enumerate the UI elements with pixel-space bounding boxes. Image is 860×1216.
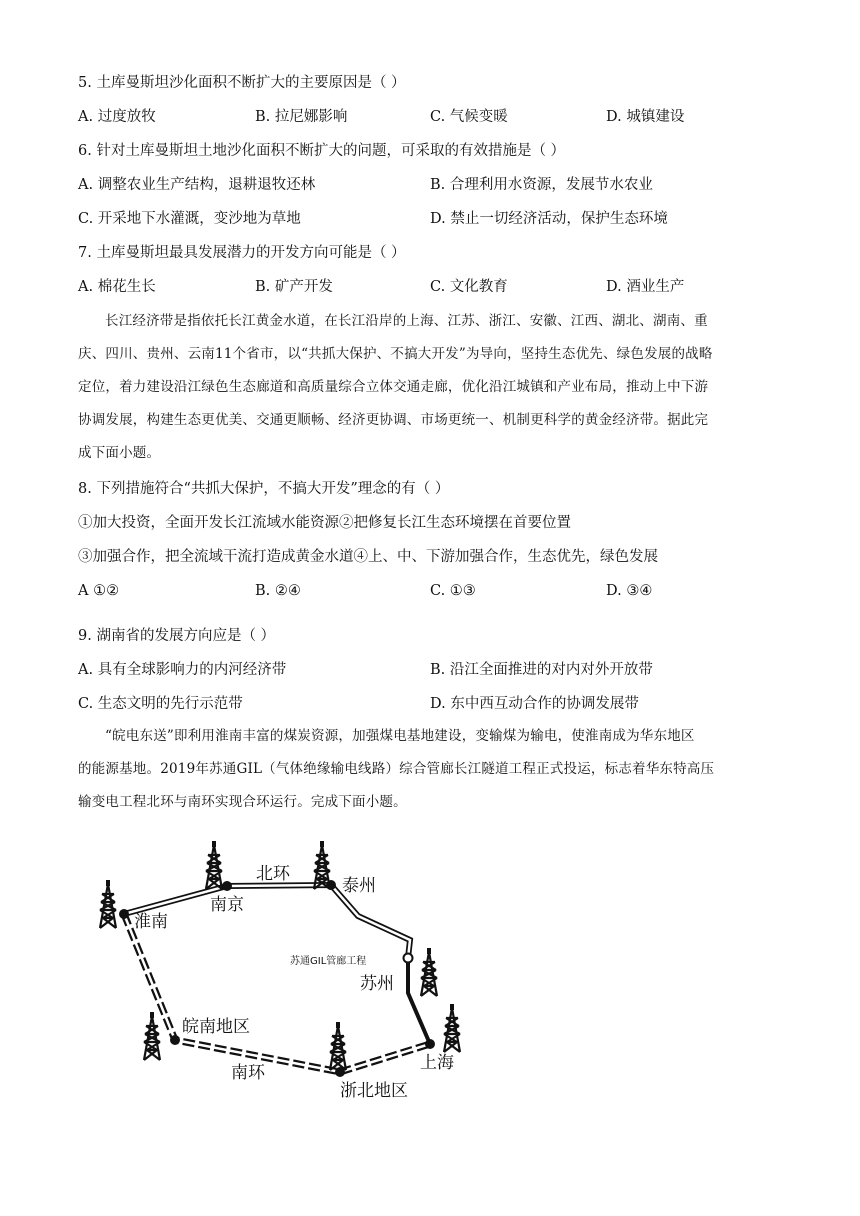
node-shanghai: [425, 1039, 435, 1049]
q9-option-a: A. 具有全球影响力的内河经济带: [78, 662, 287, 678]
label-sutong: 苏通GIL管廊工程: [290, 956, 367, 967]
q7-option-c: C. 文化教育: [430, 279, 508, 295]
q8-statement-line-2: ③加强合作，把全流域干流打造成黄金水道④上、中、下游加强合作，生态优先，绿色发展: [78, 549, 658, 565]
node-wannan: [170, 1035, 180, 1045]
q7-option-d: D. 酒业生产: [606, 279, 685, 295]
node-nanjing: [222, 881, 232, 891]
q5-option-a: A. 过度放牧: [78, 109, 156, 125]
q7-option-b: B. 矿产开发: [255, 279, 333, 295]
q6-option-d: D. 禁止一切经济活动，保护生态环境: [430, 211, 668, 227]
node-zhebei: [335, 1067, 345, 1077]
tower-wannan-icon: [144, 1012, 160, 1060]
passage-line: 成下面小题。: [78, 445, 161, 461]
label-beihuan: 北环: [256, 864, 290, 884]
label-zhebei: 浙北地区: [340, 1081, 408, 1101]
node-sutong: [404, 954, 413, 963]
q8-stem: 8. 下列措施符合“共抓大保护，不搞大开发”理念的有（ ）: [78, 481, 450, 497]
node-huainan: [119, 909, 129, 919]
q5-stem: 5. 土库曼斯坦沙化面积不断扩大的主要原因是（ ）: [78, 75, 406, 91]
passage-yangtze: [78, 305, 778, 470]
q8-option-a: A ①②: [78, 583, 120, 599]
q6-option-b: B. 合理利用水资源，发展节水农业: [430, 177, 653, 193]
q8-option-b: B. ②④: [255, 583, 301, 599]
q9-option-d: D. 东中西互动合作的协调发展带: [430, 696, 639, 712]
node-taizhou: [326, 880, 336, 890]
passage-line: 的能源基地。2019年苏通GIL（气体绝缘输电线路）综合管廊长江隧道工程正式投运，标志着华东特高压: [78, 761, 715, 777]
q5-option-d: D. 城镇建设: [606, 109, 685, 125]
label-nanhuan: 南环: [231, 1063, 265, 1083]
tower-zhebei-icon: [330, 1022, 346, 1070]
label-taizhou: 泰州: [342, 876, 376, 896]
power-grid-map: [90, 828, 480, 1103]
q5-option-c: C. 气候变暖: [430, 109, 508, 125]
q7-stem: 7. 土库曼斯坦最具发展潜力的开发方向可能是（ ）: [78, 245, 406, 261]
passage-line: 庆、四川、贵州、云南11个省市，以“共抓大保护、不搞大开发”为导向，坚持生态优先、绿色发展的战略: [78, 346, 713, 362]
passage-line: 长江经济带是指依托长江黄金水道，在长江沿岸的上海、江苏、浙江、安徽、江西、湖北、湖南、重: [105, 313, 708, 329]
q8-option-c: C. ①③: [430, 583, 476, 599]
passage-line: “皖电东送”即利用淮南丰富的煤炭资源，加强煤电基地建设，变输煤为输电，使淮南成为华东地区: [105, 728, 695, 744]
q6-option-a: A. 调整农业生产结构，退耕退牧还林: [78, 177, 316, 193]
label-suzhou: 苏州: [360, 974, 394, 994]
label-huainan: 淮南: [134, 912, 168, 932]
tower-shanghai-icon: [444, 1004, 460, 1052]
tower-huainan-icon: [100, 880, 116, 928]
tower-suzhou-icon: [421, 948, 437, 996]
label-nanjing: 南京: [210, 895, 244, 915]
q6-option-c: C. 开采地下水灌溉，变沙地为草地: [78, 211, 301, 227]
q8-option-d: D. ③④: [606, 583, 653, 599]
q5-option-b: B. 拉尼娜影响: [255, 109, 348, 125]
passage-line: 定位，着力建设沿江绿色生态廊道和高质量综合立体交通走廊，优化沿江城镇和产业布局，推动上中下游: [78, 379, 709, 395]
passage-power: [78, 720, 778, 819]
passage-line: 输变电工程北环与南环实现合环运行。完成下面小题。: [78, 794, 407, 810]
q6-stem: 6. 针对土库曼斯坦土地沙化面积不断扩大的问题，可采取的有效措施是（ ）: [78, 143, 566, 159]
q9-option-b: B. 沿江全面推进的对内对外开放带: [430, 662, 653, 678]
passage-line: 协调发展，构建生态更优美、交通更顺畅、经济更协调、市场更统一、机制更科学的黄金经济带。据此完: [78, 412, 709, 428]
q7-option-a: A. 棉花生长: [78, 279, 156, 295]
q8-statement-line-1: ①加大投资，全面开发长江流域水能资源②把修复长江生态环境摆在首要位置: [78, 515, 571, 531]
label-wannan: 皖南地区: [182, 1017, 250, 1037]
label-shanghai: 上海: [420, 1053, 454, 1073]
q9-stem: 9. 湖南省的发展方向应是（ ）: [78, 628, 276, 644]
tower-nanjing-icon: [206, 841, 222, 889]
q9-option-c: C. 生态文明的先行示范带: [78, 696, 243, 712]
